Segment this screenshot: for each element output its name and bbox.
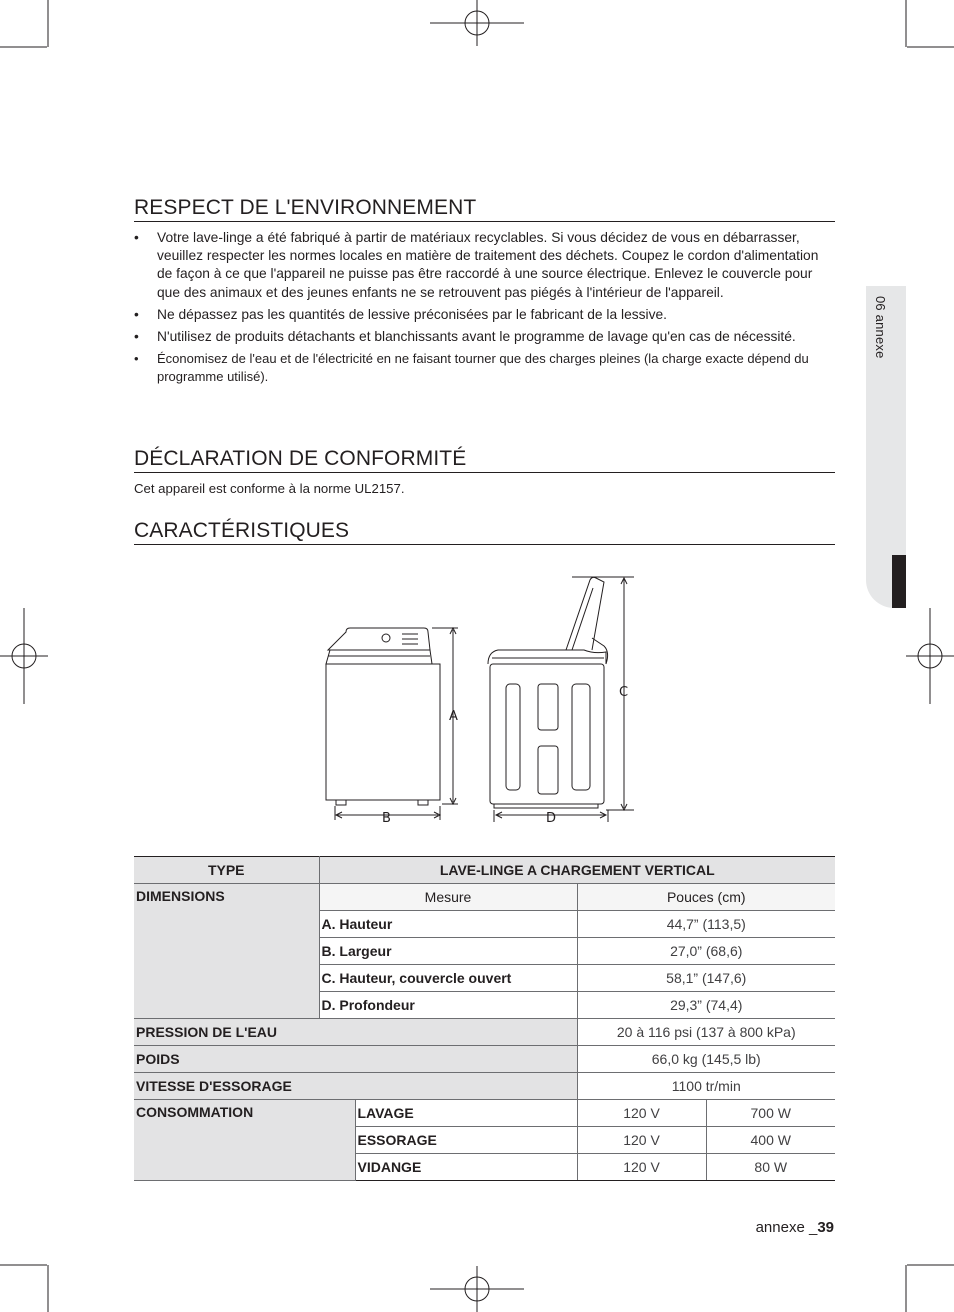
dimension-name: C. Hauteur, couvercle ouvert bbox=[319, 965, 577, 992]
page-footer bbox=[756, 1219, 834, 1236]
pressure-label: PRESSION DE L'EAU bbox=[134, 1019, 577, 1046]
type-value: LAVE-LINGE A CHARGEMENT VERTICAL bbox=[319, 857, 835, 884]
table-row bbox=[134, 1019, 835, 1046]
conformity-text: Cet appareil est conforme à la norme UL2157. bbox=[134, 481, 405, 496]
section-title-conformity: DÉCLARATION DE CONFORMITÉ bbox=[134, 447, 835, 473]
table-row bbox=[134, 884, 835, 911]
environment-bullet-list bbox=[134, 229, 835, 391]
consumption-voltage: 120 V bbox=[577, 1127, 706, 1154]
specifications-table bbox=[134, 856, 835, 1181]
section-title-specs: CARACTÉRISTIQUES bbox=[134, 519, 835, 545]
type-label: TYPE bbox=[134, 857, 319, 884]
dimension-value: 58,1” (147,6) bbox=[577, 965, 835, 992]
footer-section: annexe _ bbox=[755, 1219, 818, 1236]
consumption-power: 400 W bbox=[706, 1127, 835, 1154]
consumption-voltage: 120 V bbox=[577, 1154, 706, 1181]
list-item: • Économisez de l'eau et de l'électricité en ne faisant tourner que des charges pleines (la charge exacte dépend du programme utilisé). bbox=[134, 351, 809, 385]
measure-header: Mesure bbox=[319, 884, 577, 911]
dimension-value: 27,0” (68,6) bbox=[577, 938, 835, 965]
consumption-label: CONSOMMATION bbox=[134, 1100, 355, 1181]
consumption-power: 700 W bbox=[706, 1100, 835, 1127]
list-item: • Votre lave-linge a été fabriqué à partir de matériaux recyclables. Si vous décidez de vous en débarrasser, veuillez respecter les normes locales en matière de traitement des déchets. Coupez le cordon d'alimentation de façon à ce que l'appareil ne puisse pas être raccordé à une source électrique. Enlevez le couvercle pour que des animaux et des jeunes enfants ne se retrouvent pas piégés à l'intérieur de l'appareil. bbox=[134, 230, 819, 300]
dimension-value: 29,3” (74,4) bbox=[577, 992, 835, 1019]
spin-value: 1100 tr/min bbox=[577, 1073, 835, 1100]
dimension-name: A. Hauteur bbox=[319, 911, 577, 938]
table-row bbox=[134, 1100, 835, 1127]
dimension-label-b: B bbox=[382, 811, 391, 826]
weight-value: 66,0 kg (145,5 lb) bbox=[577, 1046, 835, 1073]
list-item: • N'utilisez de produits détachants et blanchissants avant le programme de lavage qu'en cas de nécessité. bbox=[134, 329, 796, 345]
consumption-power: 80 W bbox=[706, 1154, 835, 1181]
consumption-voltage: 120 V bbox=[577, 1100, 706, 1127]
bullet-text: Votre lave-linge a été fabriqué à partir de matériaux recyclables. Si vous décidez de vous en débarrasser, veuillez respecter les normes locales en matière de traitement des déchets. Coupez le cordon d'alimentation de façon à ce que l'appareil ne puisse pas être raccordé à une source électrique. Enlevez le couvercle pour que des animaux et des jeunes enfants ne se retrouvent pas piégés à l'intérieur de l'appareil. bbox=[157, 230, 819, 300]
dimension-name: D. Profondeur bbox=[319, 992, 577, 1019]
bullet-text: N'utilisez de produits détachants et blanchissants avant le programme de lavage qu'en cas de nécessité. bbox=[157, 329, 796, 345]
list-item: • Ne dépassez pas les quantités de lessive préconisées par le fabricant de la lessive. bbox=[134, 306, 668, 322]
dimension-value: 44,7” (113,5) bbox=[577, 911, 835, 938]
page-number: 39 bbox=[817, 1219, 834, 1236]
consumption-mode: ESSORAGE bbox=[355, 1127, 577, 1154]
dimension-label-d: D bbox=[546, 811, 557, 826]
bullet-text: Économisez de l'eau et de l'électricité en ne faisant tourner que des charges pleines (la charge exacte dépend du programme utilisé). bbox=[157, 351, 809, 385]
washer-open-lid bbox=[566, 577, 604, 650]
section-title-environment: RESPECT DE L'ENVIRONNEMENT bbox=[134, 196, 835, 222]
consumption-mode: LAVAGE bbox=[355, 1100, 577, 1127]
weight-label: POIDS bbox=[134, 1046, 577, 1073]
consumption-mode: VIDANGE bbox=[355, 1154, 577, 1181]
spin-label: VITESSE D'ESSORAGE bbox=[134, 1073, 577, 1100]
dimension-name: B. Largeur bbox=[319, 938, 577, 965]
dimensions-label: DIMENSIONS bbox=[134, 884, 319, 1019]
table-row bbox=[134, 1046, 835, 1073]
table-row bbox=[134, 1073, 835, 1100]
side-tab-marker bbox=[892, 555, 906, 608]
washer-dimensions-diagram bbox=[322, 572, 642, 832]
dimension-label-a: A bbox=[449, 709, 458, 724]
dimension-label-c: C bbox=[619, 685, 629, 700]
pressure-value: 20 à 116 psi (137 à 800 kPa) bbox=[577, 1019, 835, 1046]
unit-header: Pouces (cm) bbox=[577, 884, 835, 911]
side-tab-label: 06 annexe bbox=[873, 296, 888, 359]
table-row bbox=[134, 857, 835, 884]
bullet-text: Ne dépassez pas les quantités de lessive préconisées par le fabricant de la lessive. bbox=[157, 306, 668, 322]
